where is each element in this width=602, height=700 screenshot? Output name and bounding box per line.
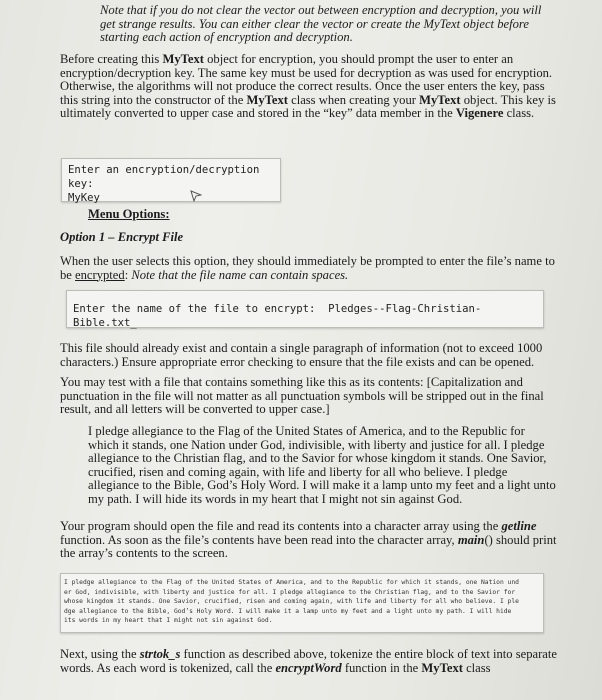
output-line: dge allegiance to the Bible, God’s Holy Word. I will make it a lamp unto my feet and a light unto my path. I will hide — [64, 607, 512, 615]
para6-mytext: MyText — [421, 660, 463, 675]
key-value-text: MyKey — [68, 192, 100, 204]
para1-text-a: Before creating this — [60, 52, 163, 66]
para5-text-c: function. As soon as the file’s contents have been read into the character array, — [60, 532, 458, 547]
para5-text-a: Your program should open the file and read its contents into a character array using the — [60, 519, 502, 533]
option1-heading: Option 1 – Encrypt File — [60, 230, 184, 244]
para2-note: Note that the file name can contain spaces. — [131, 267, 349, 282]
menu-options-heading: Menu Options: — [88, 207, 170, 221]
para2-colon: : — [124, 267, 132, 282]
para6-text-c: function as described above, tokenize the entire block of text into separate words. As each word is tokenized, call the — [60, 647, 557, 675]
para5-text-e: () should print the array’s contents to the screen. — [60, 532, 557, 561]
file-prompt-console — [66, 290, 544, 328]
output-line: whose kingdom it stands. One Savior, crucified, risen and coming again, with life and liberty for all who believe. I ple — [64, 598, 519, 606]
para1-class-name: MyText — [162, 52, 204, 66]
tokenize-paragraph — [60, 648, 560, 675]
para1-vigenere: Vigenere — [455, 106, 504, 121]
option1-paragraph — [60, 255, 560, 282]
para6-encryptword: encryptWord — [275, 660, 342, 675]
para6-text-a: Next, using the — [60, 647, 140, 661]
para6-text-g: class — [462, 660, 491, 675]
para1-class-name-2: MyText — [246, 92, 288, 107]
para2-encrypted: encrypted — [75, 267, 125, 282]
mouse-cursor-icon — [190, 190, 202, 202]
file-prompt-text: Enter the name of the file to encrypt: — [73, 303, 316, 315]
note-paragraph: Note that if you do not clear the vector out between encryption and decryption, you will get strange results. You can either clear the vector or create the MyText object before starting each action of encryption and decryption. — [100, 3, 542, 45]
key-prompt-text: Enter an encryption/decryption key: — [68, 164, 260, 190]
output-line: er God, indivisible, with liberty and justice for all. I pledge allegiance to the Christian flag, and to the Savior for — [64, 588, 516, 596]
output-line: its words in my heart that I might not sin against God. — [64, 617, 273, 625]
test-file-paragraph: You may test with a file that contains something like this as its contents: [Capitalization and punctuation in the file will not matter as all punctuation symbols will be stripped out in the final result, and all letters will be converted to upper case.] — [60, 375, 544, 417]
para6-text-e: function in the — [341, 660, 422, 675]
para5-getline: getline — [501, 519, 537, 533]
file-requirements-paragraph: This file should already exist and contain a single paragraph of information (not to exceed 1000 characters.) Ensure appropriate error checking to ensure that the file exists and can be opened. — [60, 341, 543, 369]
para6-strtok: strtok_s — [139, 647, 181, 661]
file-name-value: Pledges--Flag-Christian-Bible.txt_ — [73, 303, 482, 329]
para1-text-g: object. This key is ultimately converted to upper case and stored in the “key” data member in the — [60, 92, 556, 121]
key-prompt-console — [61, 158, 281, 202]
key-instructions-paragraph — [60, 53, 560, 121]
para1-class-name-3: MyText — [419, 92, 461, 107]
para1-text-e: class when creating your — [287, 92, 420, 107]
program-output-console — [60, 573, 544, 633]
para1-text-c: object for encryption, you should prompt the user to enter an encryption/decryption key. The same key must be used for decryption as was used for encryption. Otherwise, the algorithms will not produce the correct results. Once the user enters the key, pass this string into the constructor of the — [60, 52, 553, 107]
para1-text-i: class. — [503, 106, 535, 121]
output-line: I pledge allegiance to the Flag of the United States of America, and to the Republic for which it stands, one Nation und — [64, 579, 519, 586]
getline-paragraph — [60, 520, 560, 561]
pledge-quote: I pledge allegiance to the Flag of the United States of America, and to the Republic for which it stands, one Nation under God, indivisible, with liberty and justice for all. I pledge allegiance to the Christian flag, and to the Savior for whose kingdom it stands. One Savior, crucified, risen and coming again, with life and liberty for all who believe. I pledge allegiance to the Bible, God’s Holy Word. I will make it a lamp unto my feet and a light unto my path. I will hide its words in my heart that I might not sin against God. — [88, 424, 556, 506]
para5-main: main — [457, 532, 485, 547]
para2-text-a: When the user selects this option, they should immediately be prompted to enter the file’s name to be — [60, 254, 555, 282]
